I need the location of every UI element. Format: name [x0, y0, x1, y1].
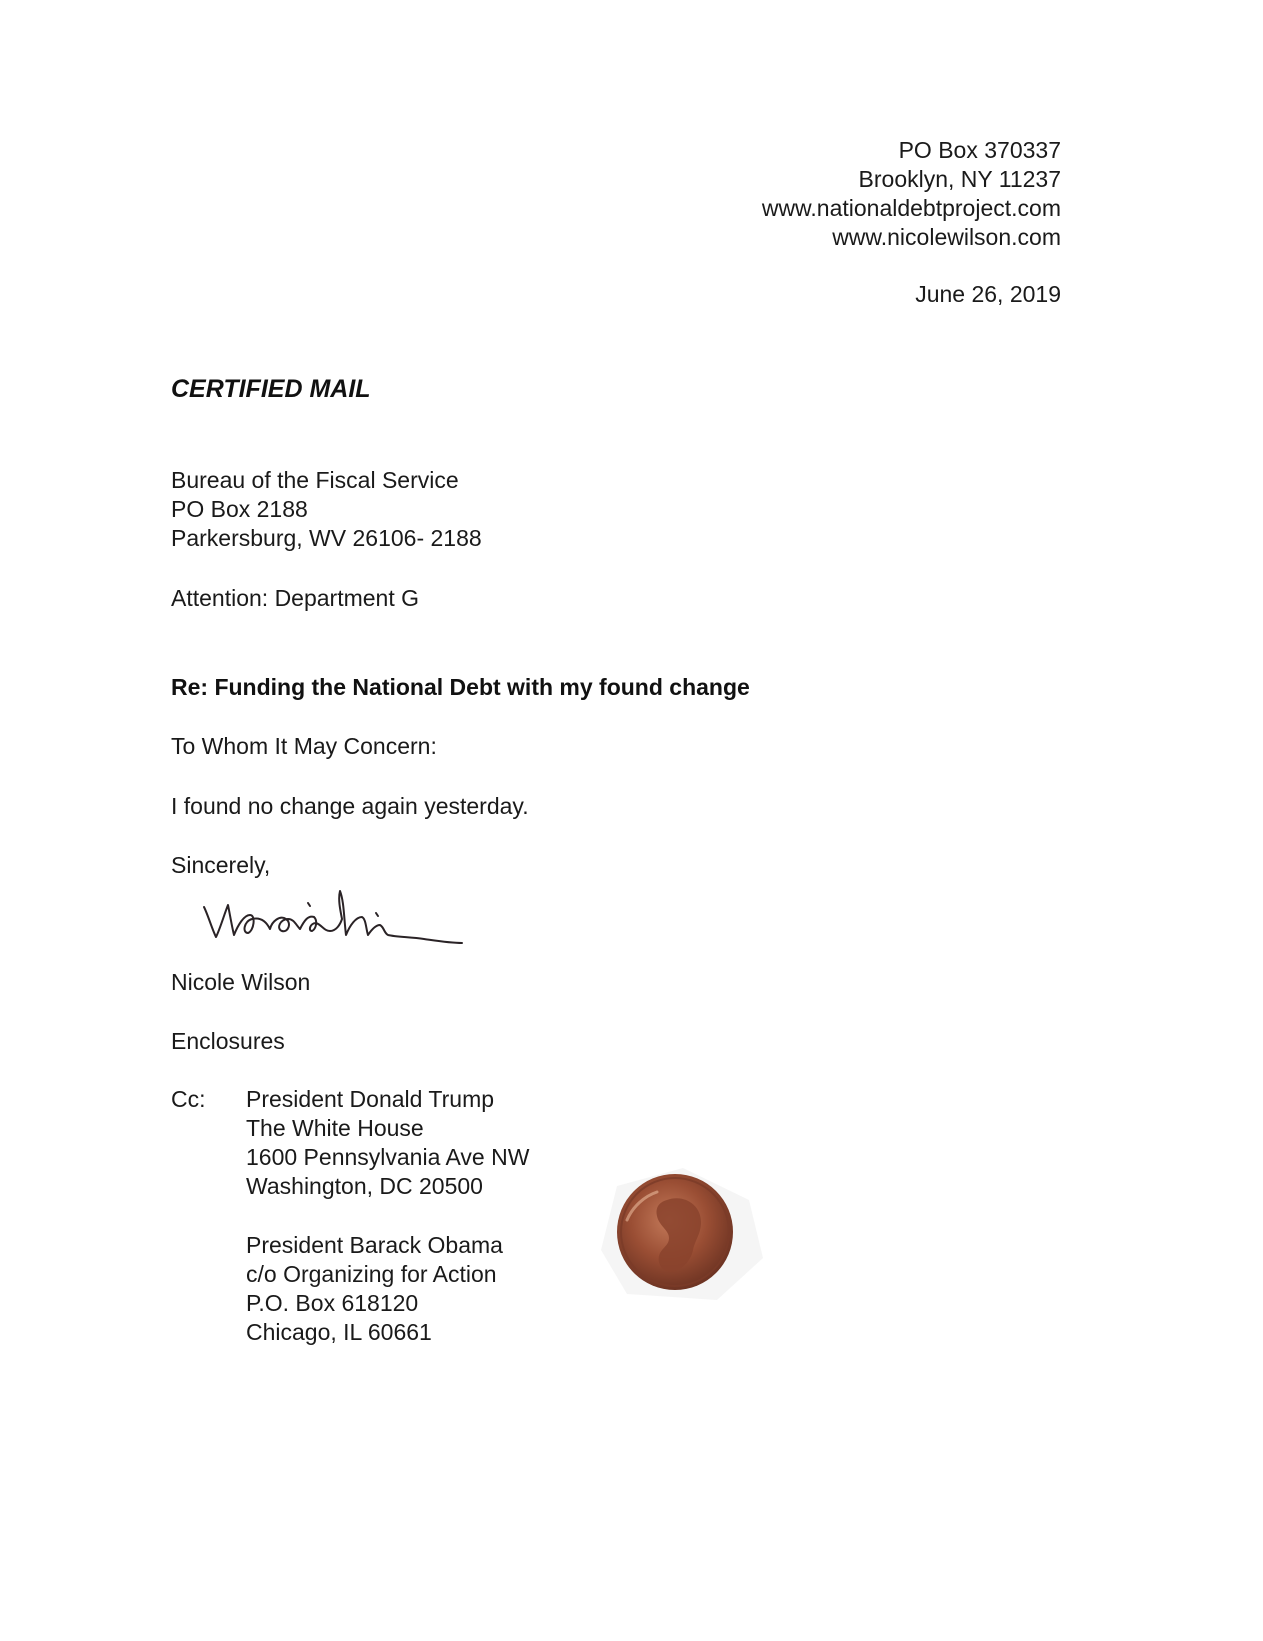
cc-line: Washington, DC 20500 — [246, 1173, 483, 1199]
cc-line: c/o Organizing for Action — [246, 1261, 497, 1287]
cc-line: President Barack Obama — [246, 1232, 503, 1258]
recipient-line: PO Box 2188 — [171, 496, 308, 522]
letter-date: June 26, 2019 — [915, 281, 1061, 307]
cc-line: P.O. Box 618120 — [246, 1290, 419, 1316]
recipient-line: Parkersburg, WV 26106- 2188 — [171, 525, 482, 551]
cc-line: President Donald Trump — [246, 1086, 495, 1112]
signer-name: Nicole Wilson — [171, 969, 311, 995]
recipient-line: Bureau of the Fiscal Service — [171, 467, 459, 493]
closing: Sincerely, — [171, 852, 271, 878]
cc-line: The White House — [246, 1115, 424, 1141]
cc-recipient — [246, 1231, 503, 1347]
salutation: To Whom It May Concern: — [171, 733, 437, 759]
sender-address — [461, 136, 1061, 252]
mail-type-heading: CERTIFIED MAIL — [171, 375, 371, 403]
cc-recipient — [246, 1085, 529, 1201]
enclosures-note: Enclosures — [171, 1028, 285, 1054]
handwritten-signature — [200, 885, 470, 955]
recipient-address — [171, 466, 482, 553]
cc-label: Cc: — [171, 1086, 206, 1112]
cc-line: 1600 Pennsylvania Ave NW — [246, 1144, 530, 1170]
penny-icon — [597, 1160, 767, 1305]
letter-body: I found no change again yesterday. — [171, 793, 529, 819]
cc-line: Chicago, IL 60661 — [246, 1319, 432, 1345]
sender-website: www.nicolewilson.com — [832, 224, 1061, 250]
sender-line: Brooklyn, NY 11237 — [858, 166, 1061, 192]
subject-line: Re: Funding the National Debt with my found change — [171, 674, 750, 700]
sender-website: www.nationaldebtproject.com — [761, 195, 1061, 221]
attention-line: Attention: Department G — [171, 585, 420, 611]
sender-line: PO Box 370337 — [898, 137, 1061, 163]
